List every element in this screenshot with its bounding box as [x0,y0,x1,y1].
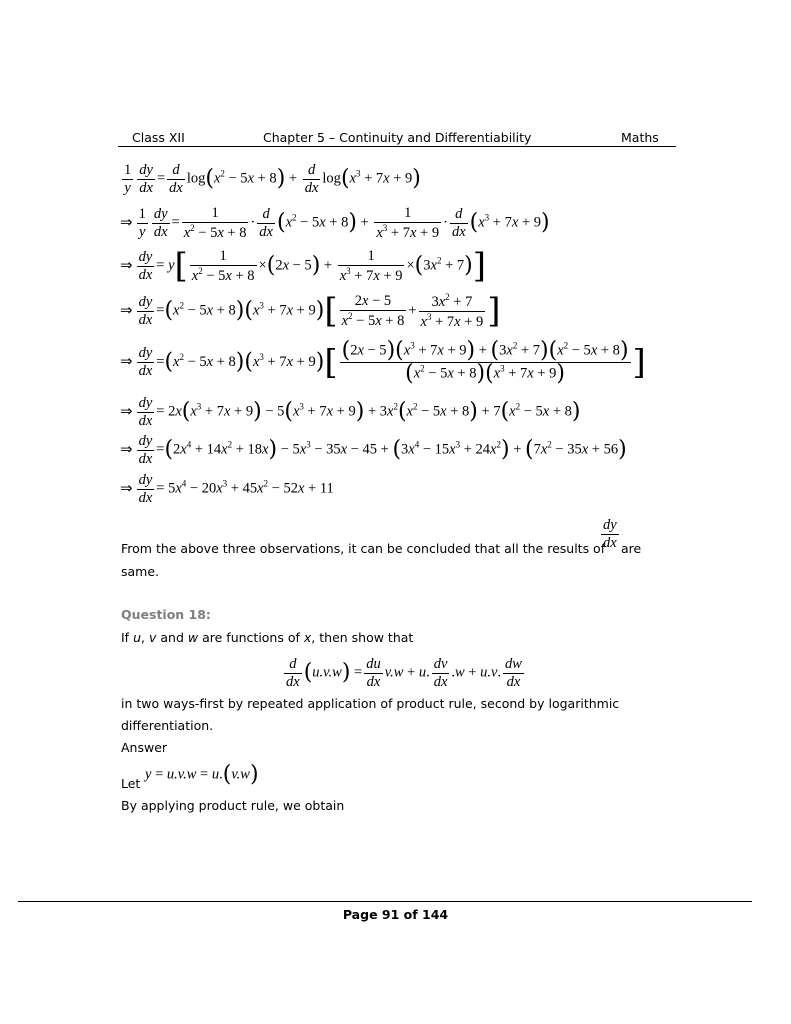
header-class-label: Class XII [132,130,185,145]
question-ways-line2: differentiation. [121,718,214,733]
header-chapter-title: Chapter 5 – Continuity and Differentiability [263,130,532,145]
question-ways-line1: in two ways-first by repeated application of product rule, second by logarithmic [121,696,620,711]
header-rule [118,146,676,147]
footer-rule [18,901,752,902]
equation-step-5: ⇒ $\frac{dy}{dx}$ $=(x^2 - 5x + 8)(x^3 + 7x + 9)$[ $\frac{(2x - 5)(x^3 + 7x + 9) + (3x^2 + 7)(x^2 - 5x + 8)}{(x^2 - 5x + 8)(x^3 + 7x + 9)}$ ] [120,338,646,386]
let-equation: y = u.v.w = u.(v.w) [145,762,259,787]
equation-step-6: ⇒ $\frac{dy}{dx}$ = $2x(x^3 + 7x + 9) - 5(x^3 + 7x + 9) + 3x^2(x^2 - 5x + 8) + 7(x^2 - 5x + 8)$ [120,395,581,429]
product-rule-text: By applying product rule, we obtain [121,798,345,813]
equation-step-4: ⇒ $\frac{dy}{dx}$ $=(x^2 - 5x + 8)(x^3 + 7x + 9)$[ $\frac{2x - 5}{x^2 - 5x + 8}$ + $\frac{3x^2 + 7}{x^3 + 7x + 9}$ ] [120,291,501,332]
equation-step-8: ⇒ $\frac{dy}{dx}$ = $5x^4 - 20x^3 + 45x^2 - 52x + 11$ [120,472,334,506]
header-subject: Maths [621,130,659,145]
equation-log-derivative: $\frac{1}{y}$ $\frac{dy}{dx}$ = $\frac{d}{dx}$ $\log(x^2 - 5x + 8)$ + $\frac{d}{dx}$ $\log(x^3 + 7x + 9)$ [124,162,421,196]
dy-dx-inline: $\frac{dy}{dx}$ [603,517,617,551]
equation-step-2: ⇒ $\frac{1}{y}$ $\frac{dy}{dx}$ = $\frac{1}{x^2 - 5x + 8}$ · $\frac{d}{dx}$ $(x^2 - 5x + 8)$ + $\frac{1}{x^3 + 7x + 9}$ · $\frac{d}{dx}$ $(x^3 + 7x + 9)$ [120,205,550,241]
answer-label: Answer [121,740,168,755]
page-number: Page 91 of 144 [342,907,449,922]
conclusion-text-after: are [621,541,642,556]
equation-step-3: ⇒ $\frac{dy}{dx}$ = y[ $\frac{1}{x^2 - 5x + 8}$ ×(2x − 5) + $\frac{1}{x^3 + 7x + 9}$ $\times(3x^2 + 7)$] [120,246,486,287]
question-statement: If u, v and w are functions of x, then show that [121,630,414,645]
equation-step-7: ⇒ $\frac{dy}{dx}$ $=(2x^4 + 14x^2 + 18x) - 5x^3 - 35x - 45 + (3x^4 - 15x^3 + 24x^2) + (7x^2 - 35x + 56)$ [120,433,627,467]
conclusion-text: From the above three observations, it can be concluded that all the results of [121,541,606,556]
let-label: Let [121,776,141,791]
product-rule-formula: $\frac{d}{dx}$ (u.v.w) = $\frac{du}{dx}$ v.w + u. $\frac{dv}{dx}$ .w + u.v. $\frac{dw}{dx}$ [286,656,522,690]
question-title: Question 18: [121,607,211,622]
conclusion-text-line2: same. [121,564,160,579]
